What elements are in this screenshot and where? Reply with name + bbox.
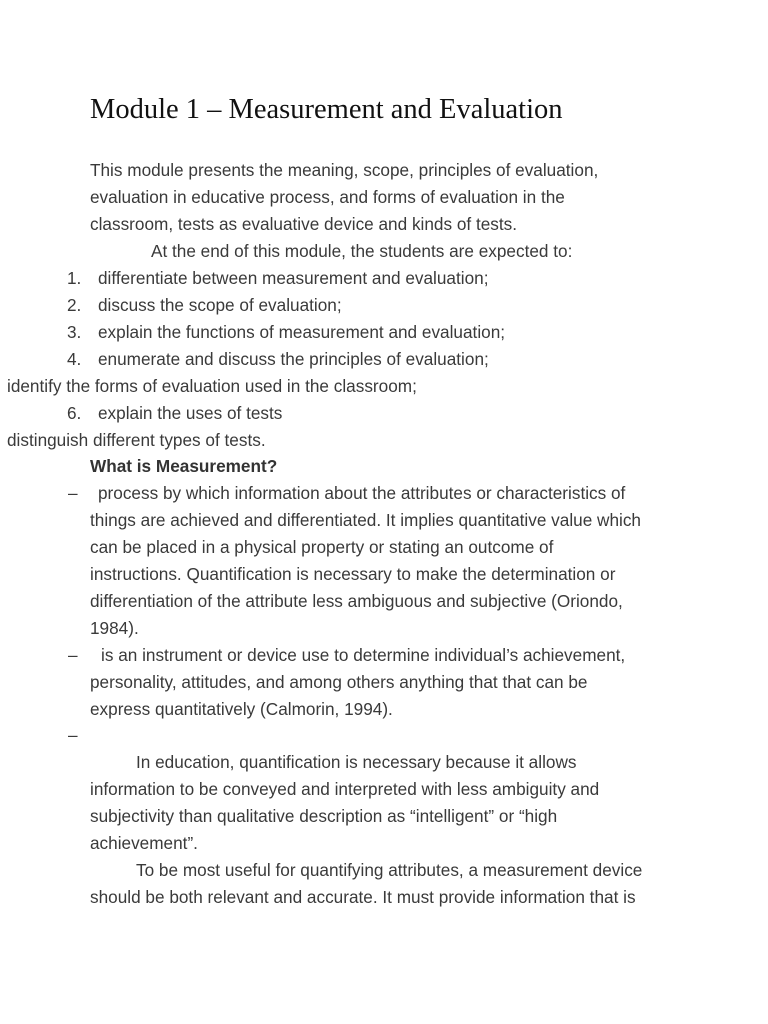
definition-line: 1984). — [90, 618, 139, 638]
list-item: enumerate and discuss the principles of evaluation; — [98, 349, 489, 369]
paragraph-line: In education, quantification is necessary because it allows — [136, 752, 577, 772]
list-item: explain the uses of tests — [98, 403, 283, 423]
list-item: distinguish different types of tests. — [7, 430, 266, 450]
dash-marker: – — [68, 725, 78, 745]
list-item: discuss the scope of evaluation; — [98, 295, 342, 315]
definition-line: can be placed in a physical property or stating an outcome of — [90, 537, 554, 557]
definition-line: personality, attitudes, and among others anything that that can be — [90, 672, 588, 692]
list-number: 6. — [67, 403, 82, 423]
list-number: 4. — [67, 349, 82, 369]
definition-line: differentiation of the attribute less ambiguous and subjective (Oriondo, — [90, 591, 623, 611]
definition-line: process by which information about the attributes or characteristics of — [98, 483, 626, 503]
page-title: Module 1 – Measurement and Evaluation — [90, 94, 563, 125]
intro-line: evaluation in educative process, and forms of evaluation in the — [90, 187, 565, 207]
paragraph-line: subjectivity than qualitative description as “intelligent” or “high — [90, 806, 558, 826]
dash-marker: – — [68, 645, 78, 665]
paragraph-line: achievement”. — [90, 833, 198, 853]
paragraph-line: To be most useful for quantifying attributes, a measurement device — [136, 860, 643, 880]
definition-line: things are achieved and differentiated. It implies quantitative value which — [90, 510, 641, 530]
definition-line: express quantitatively (Calmorin, 1994). — [90, 699, 393, 719]
list-item: identify the forms of evaluation used in the classroom; — [7, 376, 417, 396]
list-number: 3. — [67, 322, 82, 342]
list-item: explain the functions of measurement and evaluation; — [98, 322, 506, 342]
list-item: differentiate between measurement and evaluation; — [98, 268, 489, 288]
list-number: 2. — [67, 295, 82, 315]
list-number: 1. — [67, 268, 82, 288]
definition-line: is an instrument or device use to determine individual’s achievement, — [101, 645, 626, 665]
intro-line: classroom, tests as evaluative device and kinds of tests. — [90, 214, 518, 234]
paragraph-line: information to be conveyed and interpreted with less ambiguity and — [90, 779, 600, 799]
objectives-lead: At the end of this module, the students are expected to: — [151, 241, 573, 261]
definition-line: instructions. Quantification is necessary to make the determination or — [90, 564, 616, 584]
paragraph-line: should be both relevant and accurate. It must provide information that is — [90, 887, 636, 907]
dash-marker: – — [68, 483, 78, 503]
section-heading: What is Measurement? — [90, 456, 278, 476]
intro-line: This module presents the meaning, scope, principles of evaluation, — [90, 160, 599, 180]
